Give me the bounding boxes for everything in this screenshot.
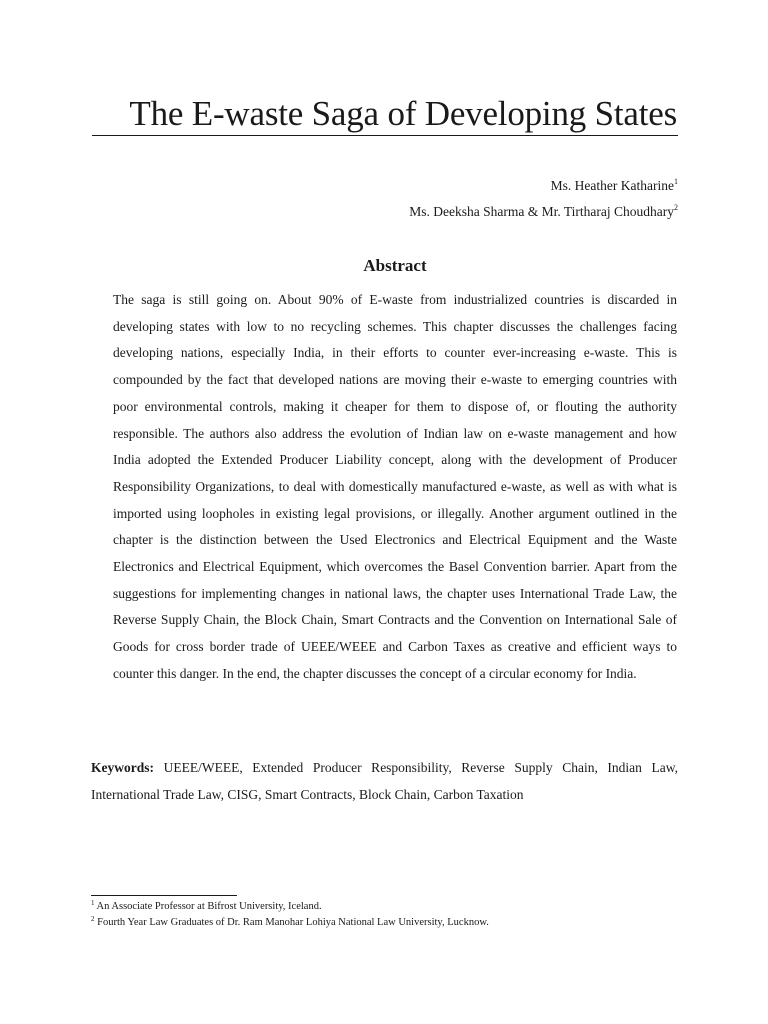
footnote-1: [91, 899, 322, 912]
footnote-text: Fourth Year Law Graduates of Dr. Ram Manohar Lohiya National Law University, Lucknow.: [97, 917, 489, 928]
author-line-1: [551, 177, 678, 194]
footnote-number: 2: [91, 915, 95, 923]
footnote-number: 1: [91, 899, 95, 907]
keywords-paragraph: [91, 754, 678, 808]
abstract-heading: Abstract: [363, 256, 427, 275]
footnote-marker[interactable]: 2: [674, 203, 678, 212]
footnote-2: [91, 915, 489, 928]
abstract-body: The saga is still going on. About 90% of E-waste from industrialized countries is discarded in developing states with low to no recycling schemes. This chapter discusses the challenges facing developing nations, especially India, in their efforts to counter ever-increasing e-waste. This is compounded by the fact that developed nations are moving their e-waste to emerging countries with poor environmental controls, making it cheaper for them to dispose of, or flouting the authority responsible. The authors also address the evolution of Indian law on e-waste management and how India adopted the Extended Producer Liability concept, along with the development of Producer Responsibility Organizations, to deal with domestically manufactured e-waste, as well as with what is imported using loopholes in existing legal provisions, or illegally. Another argument outlined in the chapter is the distinction between the Used Electronics and Electrical Equipment and the Waste Electronics and Electrical Equipment, which overcomes the Basel Convention barrier. Apart from the suggestions for implementing changes in national laws, the chapter uses International Trade Law, the Reverse Supply Chain, the Block Chain, Smart Contracts and the Convention on International Sale of Goods for cross border trade of UEEE/WEEE and Carbon Taxes as creative and efficient ways to counter this danger. In the end, the chapter discusses the concept of a circular economy for India.: [113, 292, 677, 681]
author-name: Ms. Heather Katharine: [550, 178, 674, 193]
footnote-text: An Associate Professor at Bifrost University, Iceland.: [96, 901, 322, 912]
keywords-text: UEEE/WEEE, Extended Producer Responsibility, Reverse Supply Chain, Indian Law, International Trade Law, CISG, Smart Contracts, Block Chain, Carbon Taxation: [91, 760, 678, 802]
keywords-label: Keywords:: [91, 760, 154, 775]
title-underline: [92, 135, 678, 136]
author-name: Ms. Deeksha Sharma & Mr. Tirtharaj Choudhary: [409, 204, 674, 219]
author-line-2: [409, 203, 678, 220]
footnote-marker[interactable]: 1: [674, 177, 678, 186]
paper-title: The E-waste Saga of Developing States: [129, 94, 677, 133]
footnote-separator: [91, 895, 237, 896]
